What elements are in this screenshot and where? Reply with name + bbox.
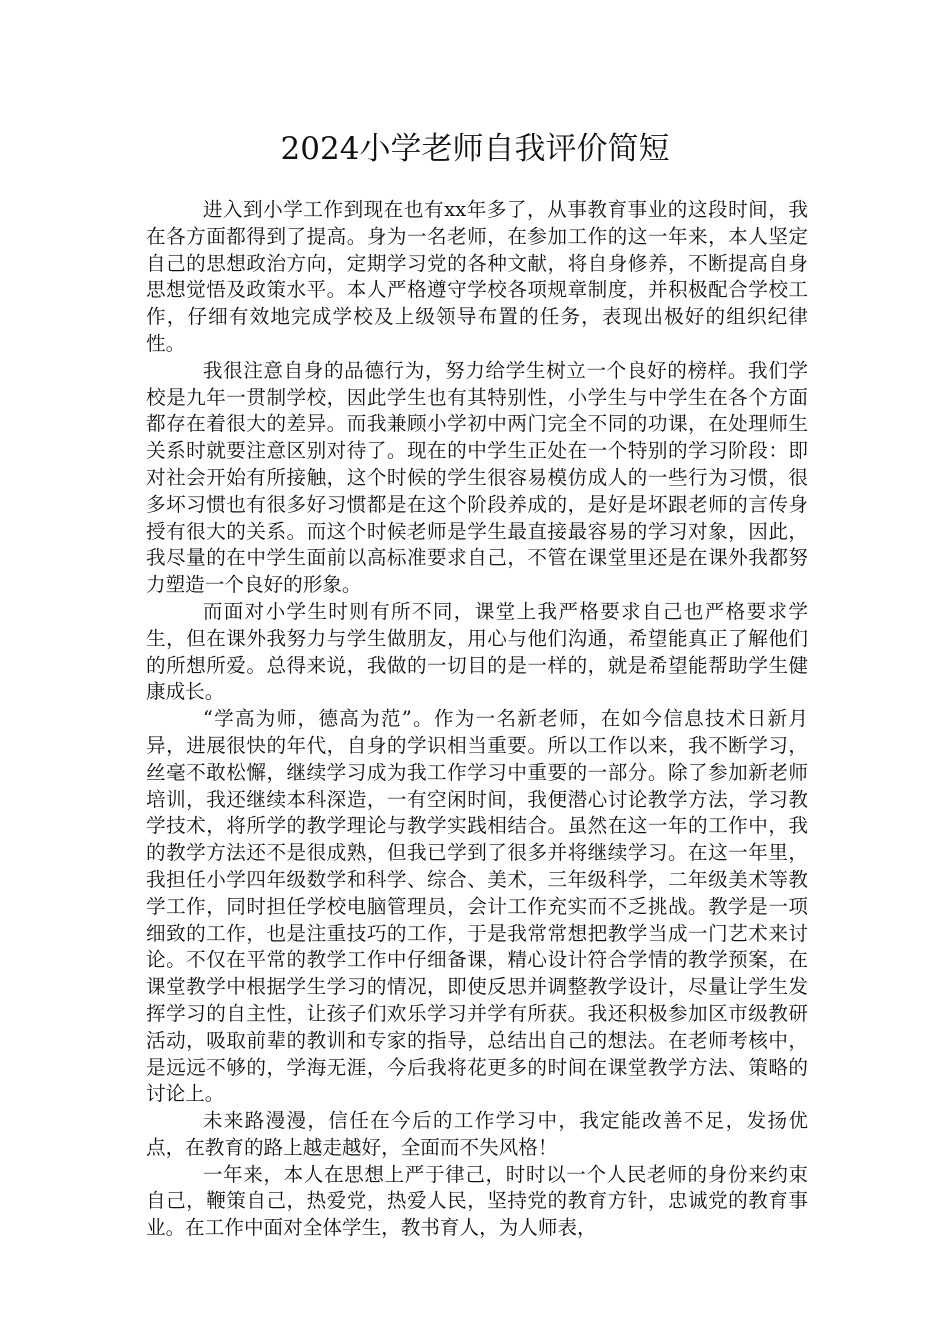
paragraph: 一年来，本人在思想上严于律己，时时以一个人民老师的身份来约束自己，鞭策自己，热爱党，热爱人民，坚持党的教育方针，忠诚党的教育事业。在工作中面对全体学生，教书育人，为人师表， [146,1162,808,1240]
paragraph: 我很注意自身的品德行为，努力给学生树立一个良好的榜样。我们学校是九年一贯制学校，因此学生也有其特别性，小学生与中学生在各个方面都存在着很大的差异。而我兼顾小学初中两门完全不同的功课，在处理师生关系时就要注意区别对待了。现在的中学生正处在一个特别的学习阶段：即对社会开始有所接触，这个时候的学生很容易模仿成人的一些行为习惯，很多坏习惯也有很多好习惯都是在这个阶段养成的，是好是坏跟老师的言传身授有很大的关系。而这个时候老师是学生最直接最容易的学习对象，因此，我尽量的在中学生面前以高标准要求自己，不管在课堂里还是在课外我都努力塑造一个良好的形象。 [146,358,808,597]
paragraph: 而面对小学生时则有所不同，课堂上我严格要求自己也严格要求学生，但在课外我努力与学生做朋友，用心与他们沟通，希望能真正了解他们的所想所爱。总得来说，我做的一切目的是一样的，就是希望能帮助学生健康成长。 [146,599,808,704]
paragraph: 进入到小学工作到现在也有xx年多了，从事教育事业的这段时间，我在各方面都得到了提高。身为一名老师，在参加工作的这一年来，本人坚定自己的思想政治方向，定期学习党的各种文献，将自身修养，不断提高自身思想觉悟及政策水平。本人严格遵守学校各项规章制度，并积极配合学校工作，仔细有效地完成学校及上级领导布置的任务，表现出极好的组织纪律性。 [146,198,808,355]
document-title: 2024小学老师自我评价简短 [280,131,670,167]
paragraph: “学高为师，德高为范”。作为一名新老师，在如今信息技术日新月异，进展很快的年代，自身的学识相当重要。所以工作以来，我不断学习，丝毫不敢松懈，继续学习成为我工作学习中重要的一部分。除了参加新老师培训，我还继续本科深造，一有空闲时间，我便潜心讨论教学方法，学习教学技术，将所学的教学理论与教学实践相结合。虽然在这一年的工作中，我的教学方法还不是很成熟，但我已学到了很多并将继续学习。在这一年里，我担任小学四年级数学和科学、综合、美术，三年级科学，二年级美术等教学工作，同时担任学校电脑管理员，会计工作充实而不乏挑战。教学是一项细致的工作，也是注重技巧的工作，于是我常常想把教学当成一门艺术来讨论。不仅在平常的教学工作中仔细备课，精心设计符合学情的教学预案，在课堂教学中根据学生学习的情况，即使反思并调整教学设计，尽量让学生发挥学习的自主性，让孩子们欢乐学习并学有所获。我还积极参加区市级教研活动，吸取前辈的教训和专家的指导，总结出自己的想法。在老师考核中，是远远不够的，学海无涯，今后我将花更多的时间在课堂教学方法、策略的讨论上。 [146,707,808,1106]
paragraph: 未来路漫漫，信任在今后的工作学习中，我定能改善不足，发扬优点，在教育的路上越走越好，全面而不失风格！ [146,1109,808,1159]
document-body [146,197,808,1242]
